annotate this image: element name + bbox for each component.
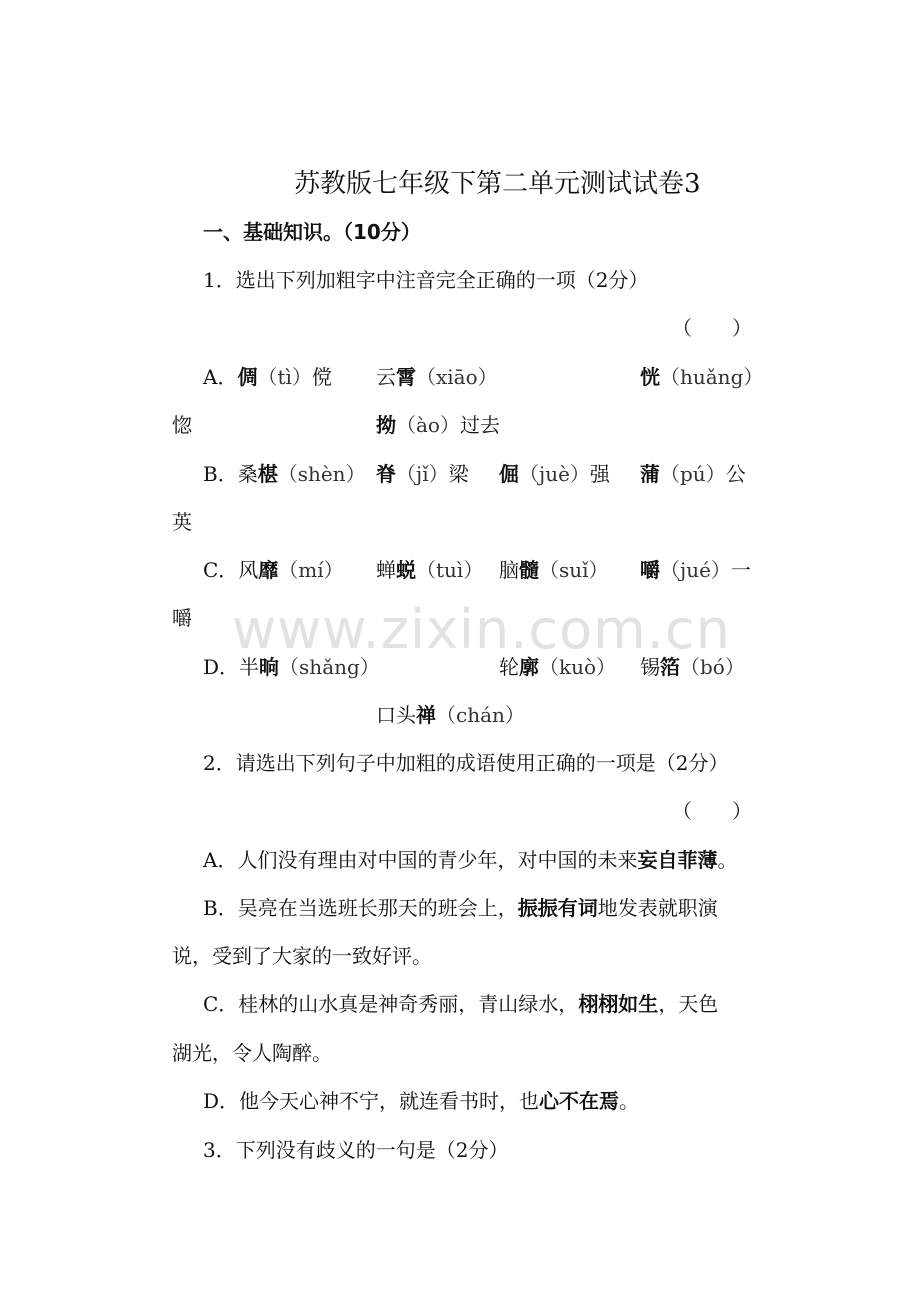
option-d-word-2 xyxy=(499,653,616,681)
option-b-word-4 xyxy=(640,460,746,488)
option-d-word-3 xyxy=(640,653,745,681)
pinyin: （tì） xyxy=(257,365,312,389)
pinyin: （kuò） xyxy=(539,655,617,679)
pinyin: （bó） xyxy=(680,655,745,679)
pinyin: （tuì） xyxy=(416,558,484,582)
char-pre: 云 xyxy=(376,365,396,389)
q2-option-c-line-2: 湖光，令人陶醉。 xyxy=(172,1041,332,1065)
option-a-word-1 xyxy=(203,363,332,391)
watermark: www.zixin.com.cn xyxy=(232,598,731,661)
answer-blank: （ ） xyxy=(672,799,752,823)
pinyin: （pú） xyxy=(660,462,726,486)
char-rest: 过去 xyxy=(459,413,500,437)
char-pre: 蝉 xyxy=(376,558,396,582)
idiom: 振振有词 xyxy=(517,896,598,920)
option-c-word-4-wrap: 嚼 xyxy=(172,606,192,630)
char-pre: 桑 xyxy=(237,462,258,486)
bold-char: 靡 xyxy=(258,558,279,582)
option-c-word-3 xyxy=(499,556,609,584)
pinyin: （mí） xyxy=(278,558,344,582)
bold-char: 嚼 xyxy=(640,558,660,582)
bold-char: 髓 xyxy=(519,558,539,582)
option-a-word-4 xyxy=(376,411,500,439)
option-b-word-2 xyxy=(376,460,469,488)
bold-char: 蒲 xyxy=(640,462,660,486)
option-a-word-3 xyxy=(640,363,763,391)
q2-option-b xyxy=(203,894,718,922)
page-title: 苏教版七年级下第二单元测试试卷3 xyxy=(294,169,701,199)
bold-char: 恍 xyxy=(640,365,660,389)
pinyin: （huǎng） xyxy=(660,365,764,389)
bold-char: 禅 xyxy=(416,703,436,727)
sentence-text: 地发表就职演 xyxy=(597,896,718,920)
option-b-word-1 xyxy=(203,460,366,488)
pinyin: （jué） xyxy=(660,558,731,582)
bold-char: 箔 xyxy=(660,655,680,679)
char-rest: 梁 xyxy=(448,462,469,486)
char-pre: 脑 xyxy=(499,558,519,582)
pinyin: （chán） xyxy=(436,703,525,727)
option-label: B． xyxy=(203,462,238,486)
sentence-text: A．人们没有理由对中国的青少年，对中国的未来 xyxy=(203,848,638,872)
char-rest: 公 xyxy=(725,462,746,486)
idiom: 栩栩如生 xyxy=(578,992,659,1016)
pinyin: （ào） xyxy=(396,413,460,437)
question-2-stem: 2．请选出下列句子中加粗的成语使用正确的一项是（2分） xyxy=(203,751,729,775)
option-c-word-2 xyxy=(376,556,483,584)
bold-char: 倔 xyxy=(499,462,519,486)
bold-char: 拗 xyxy=(376,413,396,437)
question-3-stem: 3．下列没有歧义的一句是（2分） xyxy=(203,1138,509,1162)
idiom: 妄自菲薄 xyxy=(637,848,718,872)
pinyin: （xiāo） xyxy=(416,365,498,389)
bold-char: 椹 xyxy=(257,462,278,486)
sentence-text: C．桂林的山水真是神奇秀丽，青山绿水， xyxy=(203,992,579,1016)
pinyin: （jǐ） xyxy=(396,462,449,486)
bold-char: 廓 xyxy=(519,655,539,679)
idiom: 心不在焉 xyxy=(539,1089,620,1113)
bold-char: 晌 xyxy=(259,655,280,679)
option-a-word-2 xyxy=(376,363,498,391)
option-b-word-3 xyxy=(499,460,610,488)
bold-char: 倜 xyxy=(237,365,258,389)
q2-option-d xyxy=(203,1087,639,1115)
char-rest: 傥 xyxy=(311,365,332,389)
sentence-text: 。 xyxy=(717,848,738,872)
pinyin: （suǐ） xyxy=(539,558,609,582)
q2-option-b-line-2: 说，受到了大家的一致好评。 xyxy=(172,944,432,968)
option-d-word-1 xyxy=(203,653,380,681)
pinyin: （shǎng） xyxy=(279,655,380,679)
pinyin: （shèn） xyxy=(277,462,366,486)
option-b-word-4-wrap: 英 xyxy=(172,510,192,534)
sentence-text: 。 xyxy=(619,1089,640,1113)
option-label: A． xyxy=(203,365,238,389)
sentence-text: D．他今天心神不宁，就连看书时，也 xyxy=(203,1089,540,1113)
option-a-word-3-wrap: 惚 xyxy=(172,413,192,437)
bold-char: 霄 xyxy=(396,365,416,389)
char-pre: 风 xyxy=(238,558,259,582)
char-pre: 锡 xyxy=(640,655,660,679)
char-pre: 口头 xyxy=(376,703,416,727)
bold-char: 蜕 xyxy=(396,558,416,582)
option-c-word-4 xyxy=(640,556,751,584)
option-label: C． xyxy=(203,558,239,582)
char-pre: 轮 xyxy=(499,655,519,679)
q2-option-c xyxy=(203,990,718,1018)
answer-blank: （ ） xyxy=(672,316,752,340)
char-rest: 一 xyxy=(730,558,751,582)
q2-option-a xyxy=(203,846,737,874)
char-rest: 强 xyxy=(589,462,610,486)
section-heading: 一、基础知识。（10分） xyxy=(203,220,421,244)
option-label: D． xyxy=(203,655,240,679)
question-1-stem: 1．选出下列加粗字中注音完全正确的一项（2分） xyxy=(203,268,649,292)
char-pre: 半 xyxy=(239,655,260,679)
sentence-text: ，天色 xyxy=(658,992,719,1016)
option-d-word-4 xyxy=(376,701,525,729)
sentence-text: B．吴亮在当选班长那天的班会上， xyxy=(203,896,518,920)
option-c-word-1 xyxy=(203,556,344,584)
bold-char: 脊 xyxy=(376,462,396,486)
pinyin: （juè） xyxy=(519,462,590,486)
